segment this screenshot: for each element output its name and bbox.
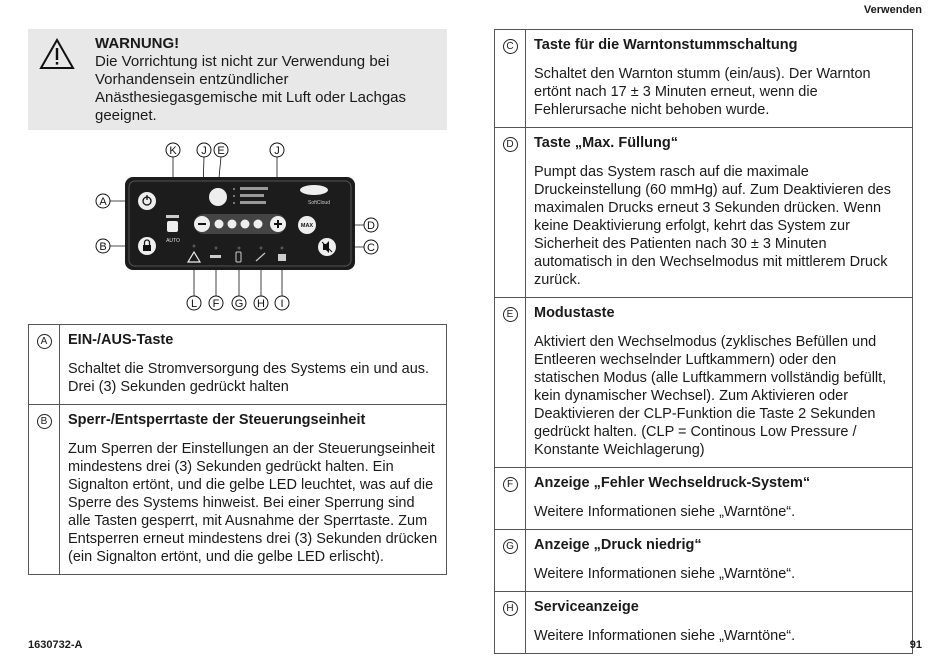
- warning-icon: [39, 38, 75, 70]
- row-key: H: [503, 601, 518, 616]
- power-button: [138, 192, 156, 210]
- callout-j1-label: J: [201, 145, 207, 157]
- callout-h: [254, 296, 268, 310]
- callout-a: [96, 194, 110, 208]
- warning-title: WARNUNG!: [95, 35, 180, 52]
- callout-k: [166, 143, 180, 157]
- row-title: Sperr-/Entsperrtaste der Steuerungseinheit: [68, 412, 366, 428]
- row-text: Weitere Informationen siehe „Warntöne“.: [534, 504, 796, 520]
- max-label: MAX: [300, 223, 314, 229]
- row-text: Weitere Informationen siehe „Warntöne“.: [534, 628, 796, 644]
- table-row: [495, 468, 913, 530]
- callout-l-label: L: [190, 298, 198, 310]
- row-key: G: [503, 539, 518, 554]
- callout-i-label: I: [280, 298, 284, 310]
- left-description-table: [28, 324, 447, 575]
- callout-i: [275, 296, 289, 310]
- row-title: Taste für die Warntonstummschaltung: [534, 37, 798, 53]
- auto-label: AUTO: [166, 238, 180, 244]
- table-row: [495, 592, 913, 654]
- callout-d-label: D: [367, 220, 375, 232]
- callout-k-label: K: [169, 145, 177, 157]
- row-text: Aktiviert den Wechselmodus (zyklisches Befüllen und Entleeren wechselnder Luftkammern) oder den statischen Modus (alle Luftkammern vollständig befüllt, kein dynamischer Wechsel). Zum Aktivieren oder Deaktivieren der CLP-Funktion die Taste 2 Sekunden gedrückt halten. (CLP = Continous Low Pressure / Konstante Weichlagerung): [534, 334, 887, 458]
- callout-f-label: F: [212, 298, 220, 310]
- callout-g: [232, 296, 246, 310]
- callout-d: [364, 218, 378, 232]
- table-row: [495, 530, 913, 592]
- control-panel-diagram: [90, 140, 390, 315]
- row-key: B: [37, 414, 52, 429]
- row-text: Weitere Informationen siehe „Warntöne“.: [534, 566, 796, 582]
- table-row: [495, 128, 913, 298]
- warning-text: Die Vorrichtung ist nicht zur Verwendung bei Vorhandensein entzündlicher Anästhesiegasgemische mit Luft oder Lachgas geeignet.: [95, 53, 407, 124]
- max-button: [298, 216, 316, 234]
- table-row: [29, 405, 447, 575]
- row-title: EIN-/AUS-Taste: [68, 332, 174, 348]
- callout-j1: [197, 143, 211, 157]
- row-text: Pumpt das System rasch auf die maximale Druckeinstellung (60 mmHg) auf. Zum Deaktivieren des maximalen Drucks erneut 3 Sekunden drücken. Wenn keine Deaktivierung erfolgt, kehrt das System zur Sicherheit des Patienten nach 30 ± 3 Minuten automatisch in den Wechselmodus mit mittlerem Druck zurück.: [534, 164, 891, 288]
- warning-box: [28, 29, 447, 130]
- callout-j2-label: J: [274, 145, 280, 157]
- row-text: Schaltet den Warnton stumm (ein/aus). Der Warnton ertönt nach 17 ± 3 Minuten erneut, wenn die Fehlerursache nicht behoben wurde.: [534, 66, 871, 118]
- row-title: Modustaste: [534, 305, 615, 321]
- row-title: Serviceanzeige: [534, 599, 639, 615]
- callout-a-label: A: [99, 196, 107, 208]
- row-title: Anzeige „Druck niedrig“: [534, 537, 702, 553]
- lock-button: [138, 237, 156, 255]
- callout-b: [96, 239, 110, 253]
- callout-f: [209, 296, 223, 310]
- row-key: D: [503, 137, 518, 152]
- row-key: A: [37, 334, 52, 349]
- callout-j2: [270, 143, 284, 157]
- table-row: [495, 30, 913, 128]
- row-key: E: [503, 307, 518, 322]
- row-title: Taste „Max. Füllung“: [534, 135, 678, 151]
- callout-e: [214, 143, 228, 157]
- footer-doc-number: 1630732-A: [28, 639, 83, 651]
- callout-l: [187, 296, 201, 310]
- brand-label: SoftCloud: [308, 200, 330, 206]
- row-key: F: [503, 477, 518, 492]
- callout-c-label: C: [367, 242, 375, 254]
- row-key: C: [503, 39, 518, 54]
- callout-c: [364, 240, 378, 254]
- footer-page-number: 91: [909, 639, 922, 651]
- table-row: [29, 325, 447, 405]
- callout-b-label: B: [99, 241, 107, 253]
- header-section: Verwenden: [863, 4, 922, 16]
- row-text: Schaltet die Stromversorgung des Systems ein und aus. Drei (3) Sekunden gedrückt halten: [68, 361, 430, 395]
- mode-button: [209, 188, 227, 206]
- mute-button: [318, 238, 336, 256]
- callout-h-label: H: [257, 298, 265, 310]
- table-row: [495, 298, 913, 468]
- callout-e-label: E: [217, 145, 225, 157]
- row-title: Anzeige „Fehler Wechseldruck-System“: [534, 475, 811, 491]
- row-text: Zum Sperren der Einstellungen an der Steuerungseinheit mindestens drei (3) Sekunden gedrückt halten. Ein Signalton ertönt, und die gelbe LED leuchtet, was auf die Sperre des Systems hinweist. Bei einer Sperrung sind alle Tasten gesperrt, mit Ausnahme der Sperrtaste. Zum Entsperren erneut mindestens drei (3) Sekunden drücken (ein Signalton ertönt, und die gelbe LED erlischt).: [68, 441, 438, 565]
- callout-g-label: G: [234, 298, 244, 310]
- right-description-table: [494, 29, 913, 654]
